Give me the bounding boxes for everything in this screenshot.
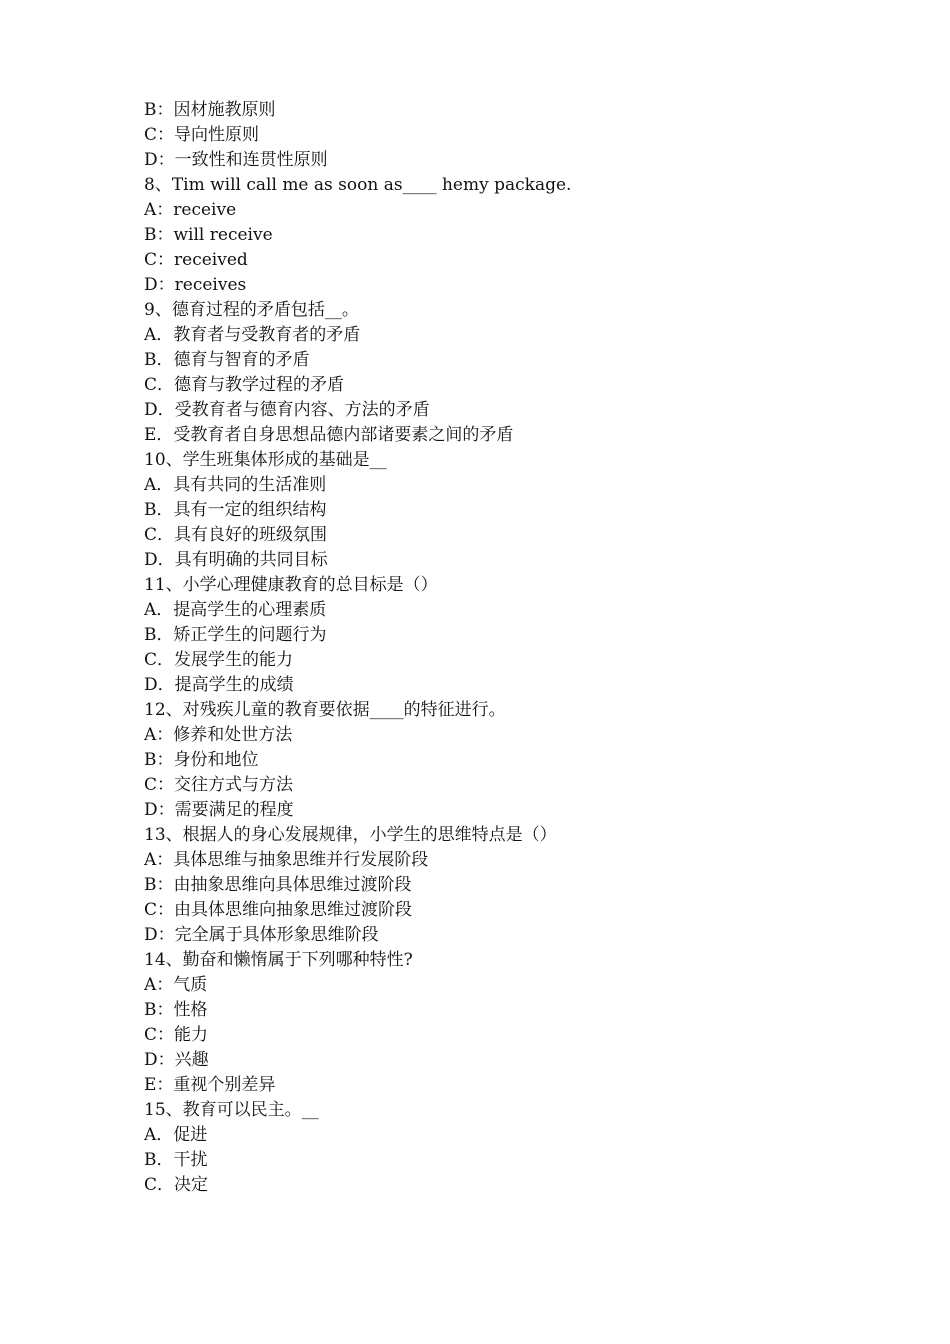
question-12: 12、对残疾儿童的教育要依据____的特征进行。 [144, 700, 506, 720]
q15-option-b: B．干扰 [144, 1150, 208, 1170]
line-option-c-1: C：导向性原则 [144, 125, 260, 145]
document-page [144, 98, 884, 1198]
q11-option-c: C．发展学生的能力 [144, 650, 294, 670]
q10-option-b: B．具有一定的组织结构 [144, 500, 327, 520]
q9-option-e: E．受教育者自身思想品德内部诸要素之间的矛盾 [144, 425, 514, 445]
q9-option-a: A．教育者与受教育者的矛盾 [144, 325, 361, 345]
q10-option-a: A．具有共同的生活准则 [144, 475, 327, 495]
q11-option-b: B．矫正学生的问题行为 [144, 625, 327, 645]
q10-option-d: D．具有明确的共同目标 [144, 550, 328, 570]
q14-option-b: B：性格 [144, 1000, 208, 1020]
q8-option-c: C：received [144, 250, 248, 270]
q12-option-d: D：需要满足的程度 [144, 800, 294, 820]
q14-option-e: E：重视个别差异 [144, 1075, 276, 1095]
q12-option-b: B：身份和地位 [144, 750, 259, 770]
q12-option-a: A：修养和处世方法 [144, 725, 293, 745]
question-15: 15、教育可以民主。__ [144, 1100, 319, 1120]
question-14: 14、勤奋和懒惰属于下列哪种特性? [144, 950, 413, 970]
q8-option-a: A：receive [144, 200, 237, 220]
question-10: 10、学生班集体形成的基础是__ [144, 450, 387, 470]
q11-option-a: A．提高学生的心理素质 [144, 600, 327, 620]
q9-option-d: D．受教育者与德育内容、方法的矛盾 [144, 400, 430, 420]
q13-option-c: C：由具体思维向抽象思维过渡阶段 [144, 900, 413, 920]
question-8: 8、Tim will call me as soon as____ hemy package. [144, 175, 572, 195]
q14-option-d: D：兴趣 [144, 1050, 209, 1070]
q14-option-a: A：气质 [144, 975, 208, 995]
q9-option-b: B．德育与智育的矛盾 [144, 350, 310, 370]
line-option-b-1: B：因材施教原则 [144, 100, 276, 120]
q14-option-c: C：能力 [144, 1025, 209, 1045]
q10-option-c: C．具有良好的班级氛围 [144, 525, 328, 545]
q13-option-d: D：完全属于具体形象思维阶段 [144, 925, 379, 945]
question-9: 9、德育过程的矛盾包括__。 [144, 300, 359, 320]
q8-option-b: B：will receive [144, 225, 273, 245]
q15-option-c: C．决定 [144, 1175, 209, 1195]
question-11: 11、小学心理健康教育的总目标是（） [144, 575, 438, 595]
q12-option-c: C：交往方式与方法 [144, 775, 294, 795]
q8-option-d: D：receives [144, 275, 247, 295]
q11-option-d: D．提高学生的成绩 [144, 675, 294, 695]
q9-option-c: C．德育与教学过程的矛盾 [144, 375, 345, 395]
line-option-d-1: D：一致性和连贯性原则 [144, 150, 328, 170]
q13-option-a: A：具体思维与抽象思维并行发展阶段 [144, 850, 429, 870]
q15-option-a: A．促进 [144, 1125, 208, 1145]
question-13: 13、根据人的身心发展规律，小学生的思维特点是（） [144, 825, 557, 845]
q13-option-b: B：由抽象思维向具体思维过渡阶段 [144, 875, 412, 895]
